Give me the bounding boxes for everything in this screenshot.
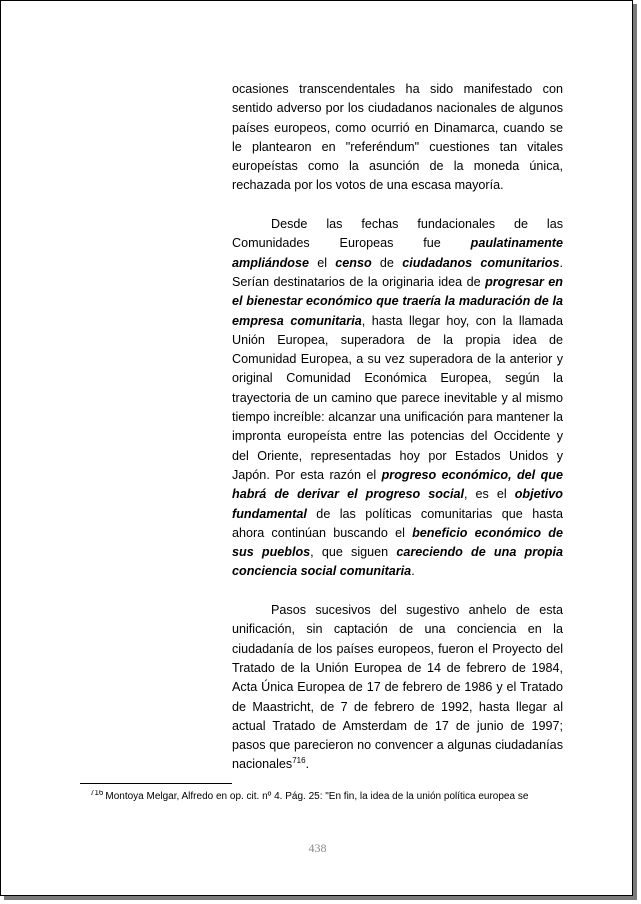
text-run: , hasta llegar hoy, con la llamada Unión Europea, superadora de la propia idea de Comunidad Europea, a su vez superadora de la anterior y original Comunidad Económica Europea, según la trayectoria de un camino que parece inevitable y al mismo tiempo increíble: alcanzar una unificación para mantener la impronta europeísta entre las potencias del Occidente y del Oriente, representadas hoy por Estados Unidos y Japón. Por esta razón el <box>232 313 563 482</box>
paragraph-1 <box>232 80 563 196</box>
footnote-number: 716 <box>90 790 104 797</box>
emphasis-text: progreso económico, del que habrá de derivar el progreso social <box>232 467 563 502</box>
footnote-text: Montoya Melgar, Alfredo en op. cit. nº 4. Pág. 25: "En fin, la idea de la unión política europea se <box>105 791 529 802</box>
emphasis-text: objetivo fundamental <box>232 487 563 521</box>
text-run: Pasos sucesivos del sugestivo anhelo de esta unificación, sin captación de una conciencia en la ciudadanía de los países europeos, fueron el Proyecto del Tratado de la Unión Europea de 14 de febrero de 1984, Acta Única Europea de 17 de febrero de 1986 y el Tratado de Maastricht, de 7 de febrero de 1992, hasta llegar al actual Tratado de Amsterdam de 17 de junio de 1997; pasos que parecieron no convencer a algunas ciudadanías nacionales <box>232 603 563 772</box>
emphasis-text: careciendo de una propia conciencia social comunitaria <box>232 545 563 579</box>
text-run: Desde las fechas fundacionales de las Comunidades Europeas fue <box>232 217 563 251</box>
text-run: , que siguen <box>310 545 397 560</box>
paragraph-2 <box>232 215 563 582</box>
paragraph-gap <box>232 196 563 215</box>
emphasis-text: beneficio económico de sus pueblos <box>232 525 563 560</box>
text-run: de las políticas comunitarias que hasta ahora continúan buscando el <box>232 506 563 540</box>
text-run: . <box>305 757 310 772</box>
text-run: el <box>308 255 336 270</box>
emphasis-text: progresar en el bienestar económico que traería la maduración de la empresa comunitaria <box>232 274 563 328</box>
body-text <box>232 80 563 775</box>
text-run: . Serían destinatarios de la originaria idea de <box>232 255 563 289</box>
footnote-separator <box>80 783 232 784</box>
text-run: , es el <box>463 487 515 502</box>
paragraph-gap <box>232 582 563 601</box>
text-run: ocasiones transcendentales ha sido manifestado con sentido adverso por los ciudadanos nacionales de algunos países europeos, como ocurrió en Dinamarca, cuando se le plantearon en "referéndum" cuestiones tan vitales europeístas como la asunción de la moneda única, rechazada por los votos de una escasa mayoría. <box>232 82 563 193</box>
text-run: de <box>371 255 403 270</box>
paragraph-3 <box>232 601 563 775</box>
text-run: . <box>411 564 415 579</box>
emphasis-text: censo <box>335 255 372 270</box>
footnote <box>80 790 563 803</box>
emphasis-text: ciudadanos comunitarios <box>402 255 560 270</box>
page-number: 438 <box>308 841 327 855</box>
footnote-ref: 716 <box>292 756 306 766</box>
emphasis-text: paulatinamente ampliándose <box>232 236 563 270</box>
